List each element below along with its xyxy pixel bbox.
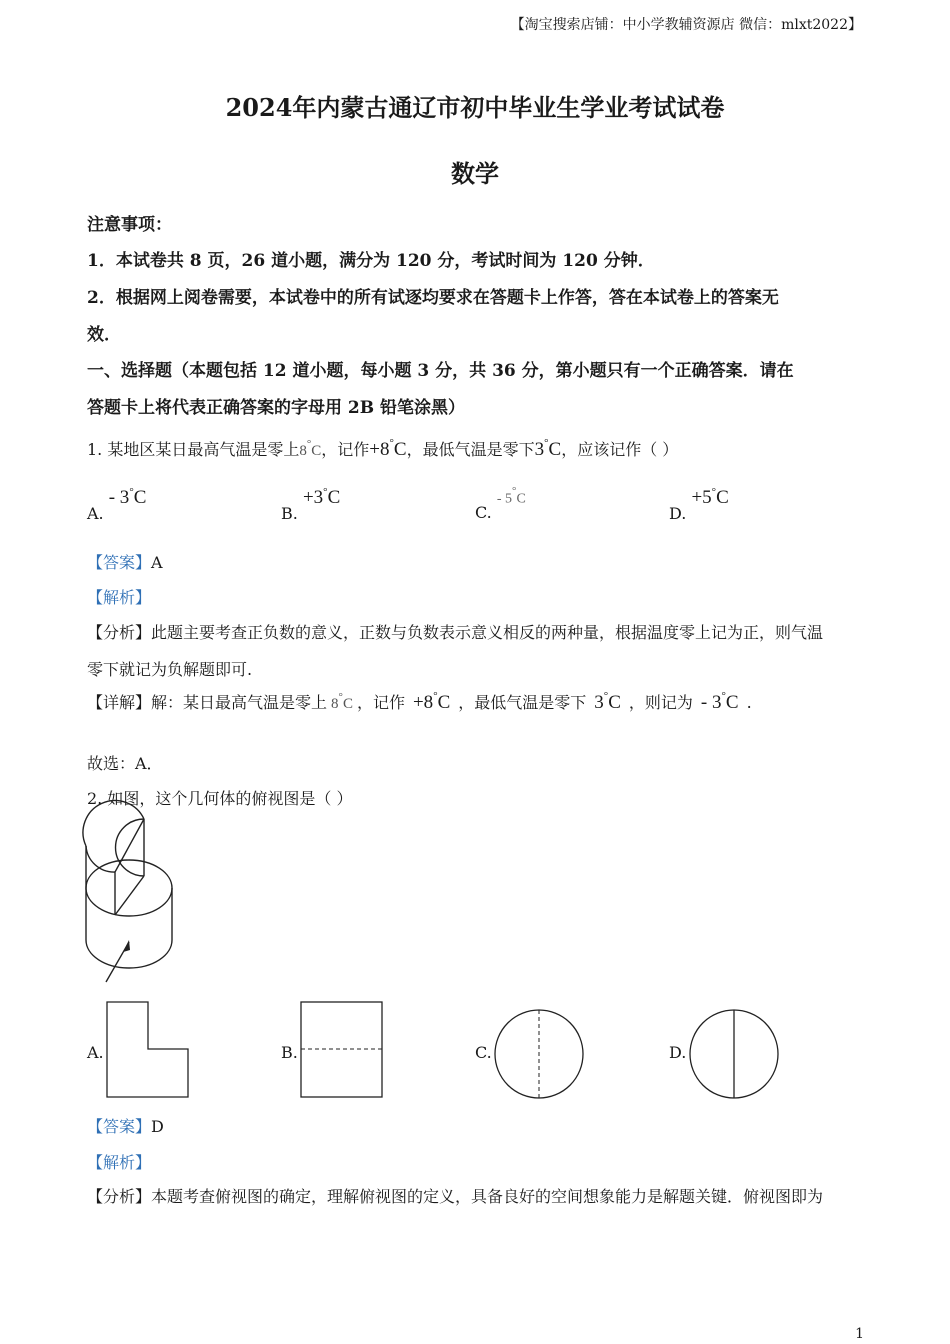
q1-fenxi-cont: 零下就记为负解题即可.	[87, 660, 253, 679]
notice-heading: 注意事项：	[87, 215, 172, 235]
q1-conclusion: 故选：A．	[87, 754, 163, 773]
q1-option-d[interactable]: D. +5°C	[669, 485, 729, 523]
section-heading-cont: 答题卡上将代表正确答案的字母用 2B 铅笔涂黑）	[87, 398, 466, 418]
q2-stem: 2. 如图，这个几何体的俯视图是（ ）	[87, 789, 353, 808]
q1-option-c[interactable]: C. - 5°C	[475, 485, 526, 523]
q1-option-a[interactable]: A. - 3°C	[87, 485, 147, 523]
page-number: 1	[855, 1326, 864, 1342]
q2-option-b-figure[interactable]	[299, 1000, 384, 1100]
header-note: 【淘宝搜索店铺：中小学教辅资源店 微信：mlxt2022】	[510, 17, 862, 33]
q2-option-d-label[interactable]: D.	[669, 1043, 687, 1062]
arrow-head-icon	[123, 940, 130, 952]
q2-option-d-figure[interactable]	[687, 1008, 782, 1103]
q2-option-a-label[interactable]: A.	[87, 1043, 104, 1062]
q2-solid-figure	[80, 812, 180, 987]
q1-option-b[interactable]: B. +3°C	[281, 485, 341, 523]
q2-analysis-tag: 【解析】	[87, 1153, 152, 1172]
q1-fenxi: 【分析】此题主要考查正负数的意义，正数与负数表示意义相反的两种量，根据温度零上记为正，则气温	[87, 623, 824, 642]
section-heading: 一、选择题（本题包括 12 道小题，每小题 3 分，共 36 分，第小题只有一个正确答案．请在	[87, 361, 794, 381]
q2-option-b-label[interactable]: B.	[281, 1043, 298, 1062]
exam-subject: 数学	[451, 159, 499, 188]
exam-title: 2024年内蒙古通辽市初中毕业生学业考试试卷	[225, 93, 725, 122]
q1-answer: 【答案】A	[87, 553, 163, 572]
q1-analysis-tag: 【解析】	[87, 588, 152, 607]
q2-option-c-figure[interactable]	[492, 1008, 587, 1103]
q2-option-c-label[interactable]: C.	[475, 1043, 492, 1062]
q2-option-a-figure[interactable]	[105, 1000, 190, 1100]
q1-stem: 1. 某地区某日最高气温是零上8°C，记作+8°C，最低气温是零下3°C，应该记作（ ）	[87, 436, 679, 460]
notice-item-2-cont: 效．	[87, 325, 121, 345]
notice-item-2: 2．根据网上阅卷需要，本试卷中的所有试逐均要求在答题卡上作答，答在本试卷上的答案无	[87, 288, 779, 308]
notice-item-1: 1．本试卷共 8 页，26 道小题，满分为 120 分，考试时间为 120 分钟．	[87, 251, 655, 271]
q1-detail: 【详解】解：某日最高气温是零上 8°C ，记作 +8°C ，最低气温是零下 3°C ，则记为 - 3°C .	[87, 689, 752, 713]
q2-answer: 【答案】D	[87, 1117, 164, 1136]
q2-fenxi: 【分析】本题考查俯视图的确定，理解俯视图的定义，具备良好的空间想象能力是解题关键．俯视图即为	[87, 1187, 824, 1206]
